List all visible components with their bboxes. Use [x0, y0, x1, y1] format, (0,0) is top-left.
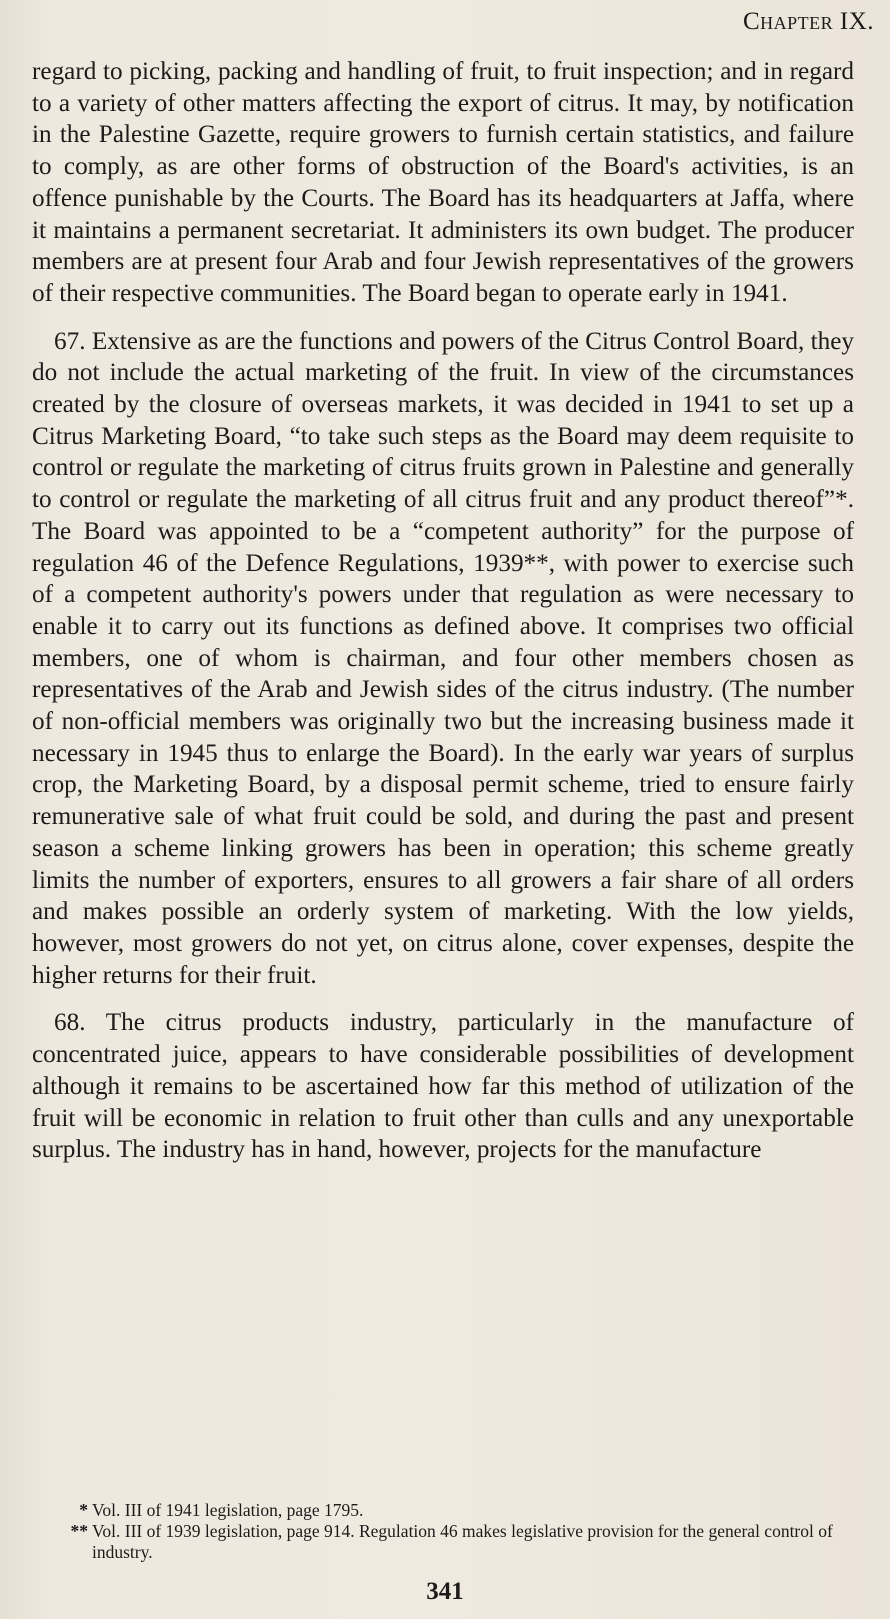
footnote-1 — [56, 1500, 856, 1521]
page-number: 341 — [426, 1578, 464, 1605]
paragraph-continuation: regard to picking, packing and handling of fruit, to fruit inspection; and in regard to a variety of other matters affecting the export of citrus. It may, by notification in the Palestine Gazette, require growers to furnish certain statistics, and failure to comply, as are other forms of obstruction of the Board's activities, is an offence punishable by the Courts. The Board has its headquarters at Jaffa, where it maintains a permanent secretariat. It administers its own budget. The producer members are at present four Arab and four Jewish representatives of the growers of their respective communities. The Board began to operate early in 1941. — [32, 58, 854, 307]
paragraph-67: 67. Extensive as are the functions and powers of the Citrus Control Board, they do not include the actual marketing of the fruit. In view of the circumstances created by the closure of overseas markets, it was decided in 1941 to set up a Citrus Marketing Board, “to take such steps as the Board may deem requisite to control or regulate the marketing of citrus fruits grown in Palestine and generally to control or regulate the marketing of all citrus fruit and any product thereof”*. The Board was appointed to be a “competent authority” for the purpose of regulation 46 of the Defence Regulations, 1939**, with power to exercise such of a competent authority's powers under that regulation as were necessary to enable it to carry out its functions as defined above. It comprises two official members, one of whom is chairman, and four other members chosen as representatives of the Arab and Jewish sides of the citrus industry. (The number of non-official members was originally two but the increasing business made it necessary in 1945 thus to enlarge the Board). In the early war years of surplus crop, the Marketing Board, by a disposal permit scheme, tried to ensure fairly remunerative sale of what fruit could be sold, and during the past and present season a scheme linking growers has been in operation; this scheme greatly limits the number of exporters, ensures to all growers a fair share of all orders and makes possible an orderly system of marketing. With the low yields, however, most growers do not yet, on citrus alone, cover expenses, despite the higher returns for their fruit. — [32, 327, 854, 989]
footnote-2 — [56, 1521, 856, 1563]
footnote-text: Vol. III of 1941 legislation, page 1795. — [92, 1500, 364, 1520]
paragraph-68: 68. The citrus products industry, particularly in the manufacture of concentrated juice, appears to have considerable possibilities of development although it remains to be ascertained how far this method of utilization of the fruit will be economic in relation to fruit other than culls and any unexportable surplus. The industry has in hand, however, projects for the manufacture — [32, 1009, 854, 1164]
footnote-text: Vol. III of 1939 legislation, page 914. Regulation 46 makes legislative provision for the general control of industry. — [92, 1521, 833, 1562]
body-text — [32, 56, 854, 1166]
chapter-heading: Chapter IX. — [742, 8, 874, 35]
footnotes — [56, 1500, 856, 1563]
footnote-mark: ** — [70, 1521, 88, 1541]
footnote-mark: * — [79, 1500, 88, 1520]
